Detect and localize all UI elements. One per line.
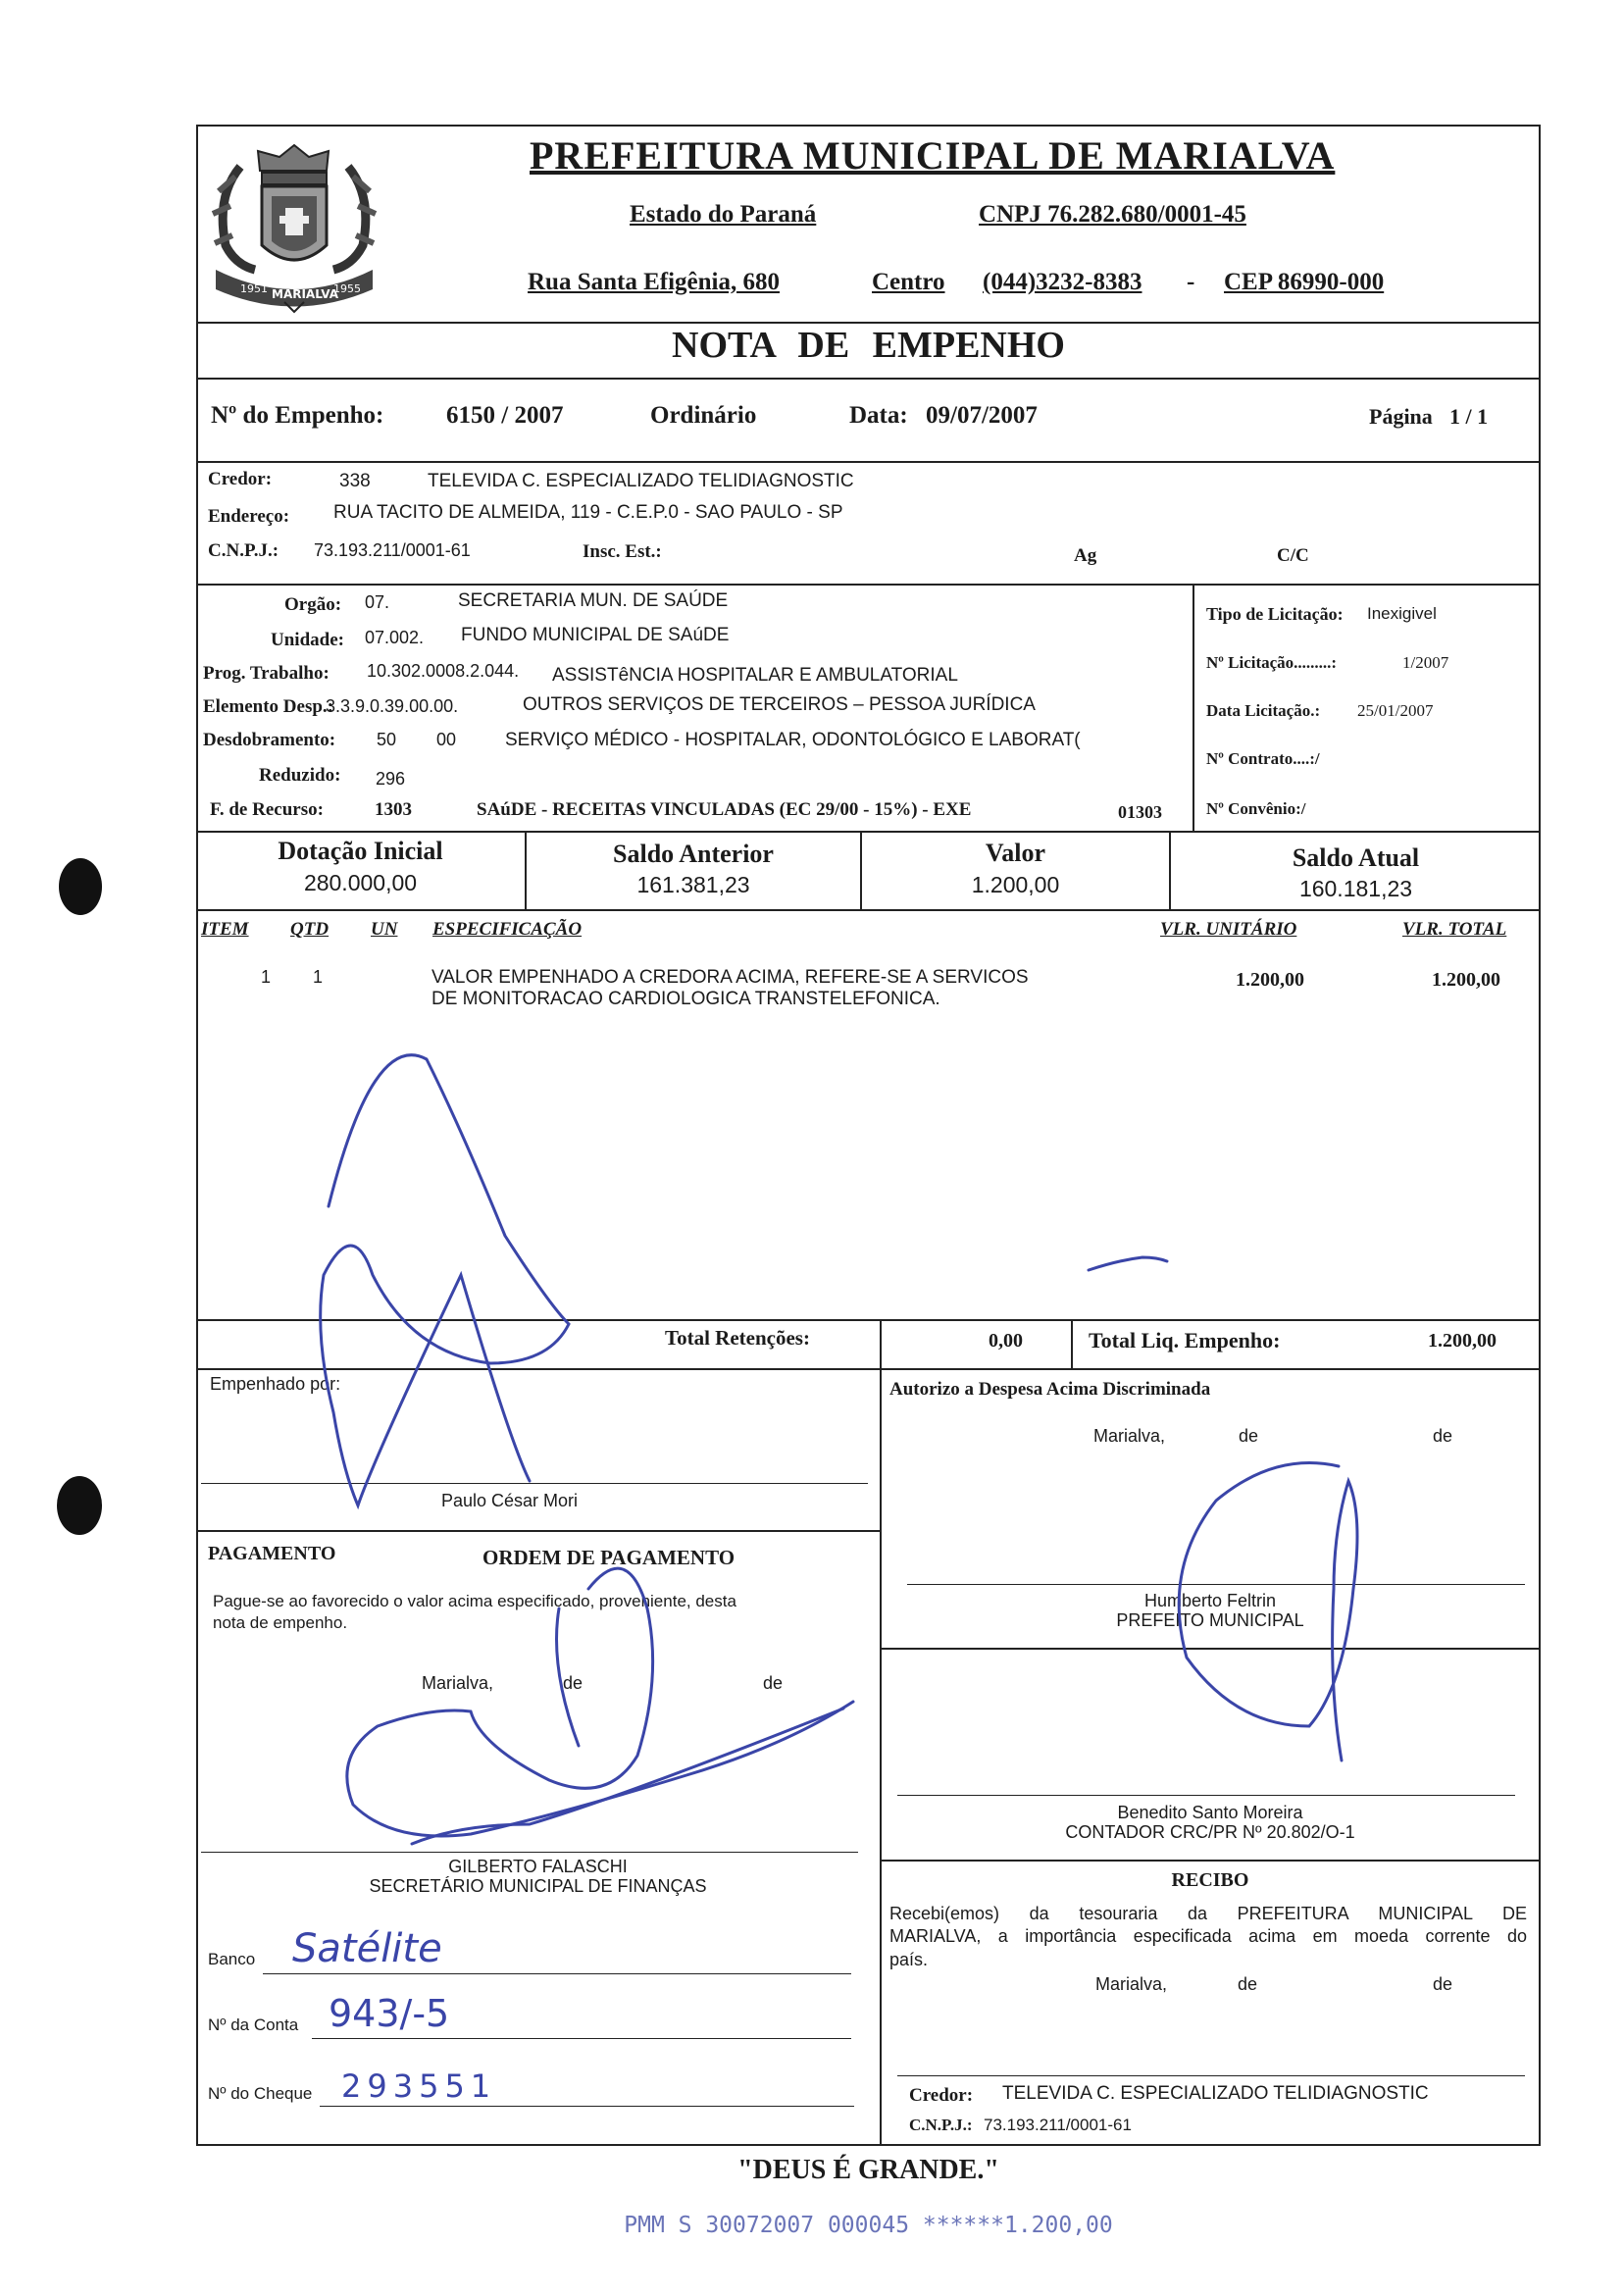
saldo-atual-label: Saldo Atual	[1292, 843, 1420, 872]
signature-line	[897, 1795, 1515, 1796]
licitacao-number-label: Nº Licitação.........:	[1206, 653, 1338, 672]
divider	[880, 1860, 1541, 1862]
conta-value: 943/-5	[329, 1992, 450, 2035]
pagamento-text-line2: nota de empenho.	[213, 1613, 348, 1632]
row-vtotal: 1.200,00	[1432, 969, 1500, 991]
saldo-atual-value: 160.181,23	[1298, 876, 1413, 901]
credor-address: RUA TACITO DE ALMEIDA, 119 - C.E.P.0 - SAO PAULO - SP	[333, 502, 843, 523]
col-item: ITEM	[201, 919, 249, 940]
divider	[196, 831, 1541, 833]
prefeito-role: PREFEITO MUNICIPAL	[1116, 1610, 1304, 1630]
empenho-number: 6150 / 2007	[446, 402, 564, 429]
signature-line	[201, 1483, 868, 1484]
divider	[196, 1530, 880, 1532]
empenho-date-label: Data:	[849, 402, 908, 429]
orgao-name: SECRETARIA MUN. DE SAÚDE	[458, 590, 729, 611]
header-address: Rua Santa Efigênia, 680	[528, 269, 780, 295]
cheque-value: 293551	[341, 2067, 497, 2105]
mechanical-stamp: PMM S 30072007 000045 ******1.200,00	[624, 2213, 1113, 2238]
credor-code: 338	[339, 471, 371, 491]
crest-year-left: 1951	[240, 282, 268, 295]
total-retencoes-value: 0,00	[989, 1330, 1023, 1352]
valor-value: 1.200,00	[971, 872, 1060, 897]
credor-cnpj-label: C.N.P.J.:	[208, 540, 279, 561]
contador-name: Benedito Santo Moreira	[1117, 1803, 1303, 1822]
dotacao-label: Dotação Inicial	[278, 837, 443, 865]
total-liquido-label: Total Liq. Empenho:	[1089, 1328, 1281, 1352]
recibo-text-line1: Recebi(emos) da tesouraria da PREFEITURA MUNICIPAL DE	[889, 1904, 1527, 1923]
total-liquido-value: 1.200,00	[1428, 1330, 1497, 1352]
unidade-label: Unidade:	[271, 630, 344, 650]
contrato-label: Nº Contrato....:/	[1206, 749, 1320, 768]
col-un: UN	[371, 919, 398, 940]
divider	[196, 1368, 1541, 1370]
convenio-label: Nº Convênio:/	[1206, 799, 1306, 818]
header-state: Estado do Paraná	[630, 201, 817, 228]
recibo-de2: de	[1433, 1974, 1453, 1994]
elemento-name: OUTROS SERVIÇOS DE TERCEIROS – PESSOA JURÍDICA	[523, 694, 1036, 715]
header-cnpj: CNPJ 76.282.680/0001-45	[979, 201, 1246, 228]
header-separator: -	[1187, 269, 1195, 295]
conta-line	[312, 2038, 851, 2039]
header-district: Centro	[872, 269, 945, 295]
dotacao-value: 280.000,00	[303, 870, 418, 895]
tipo-licitacao-label: Tipo de Licitação:	[1206, 604, 1344, 624]
document-title: NOTA DE EMPENHO	[672, 325, 1065, 366]
header-title: PREFEITURA MUNICIPAL DE MARIALVA	[530, 133, 1336, 178]
row-spec-line1: VALOR EMPENHADO A CREDORA ACIMA, REFERE-SE A SERVICOS	[431, 967, 1029, 988]
cc-label: C/C	[1277, 545, 1309, 566]
signature-line	[201, 1852, 858, 1853]
autorizo-de2: de	[1433, 1426, 1453, 1446]
licitacao-number: 1/2007	[1402, 653, 1449, 672]
row-spec-line2: DE MONITORACAO CARDIOLOGICA TRANSTELEFONICA.	[431, 989, 940, 1009]
binder-hole	[59, 858, 102, 915]
coat-of-arms-icon	[201, 137, 387, 314]
valor-label: Valor	[985, 839, 1046, 867]
pagamento-de1: de	[563, 1673, 584, 1693]
licitacao-date-label: Data Licitação.:	[1206, 701, 1321, 720]
crest-city: MARIALVA	[272, 287, 338, 301]
secretario-role: SECRETÁRIO MUNICIPAL DE FINANÇAS	[369, 1876, 707, 1896]
prefeito-name: Humberto Feltrin	[1143, 1591, 1277, 1610]
elemento-code: 3.3.9.0.39.00.00.	[326, 696, 459, 716]
unidade-name: FUNDO MUNICIPAL DE SAúDE	[461, 625, 730, 645]
signature-line	[897, 2075, 1525, 2076]
divider	[196, 1319, 1541, 1321]
total-retencoes-label: Total Retenções:	[665, 1326, 810, 1350]
header-phone: (044)3232-8383	[983, 269, 1142, 295]
desdobramento-code1: 50	[377, 730, 397, 749]
divider	[1071, 1319, 1073, 1368]
recibo-credor-label: Credor:	[909, 2085, 974, 2106]
secretario-name: GILBERTO FALASCHI	[448, 1857, 628, 1876]
row-qtd: 1	[313, 967, 324, 987]
autorizo-title: Autorizo a Despesa Acima Discriminada	[889, 1379, 1211, 1400]
recibo-title: RECIBO	[1171, 1869, 1249, 1891]
pagamento-text-line1: Pague-se ao favorecido o valor acima especificado, proveniente, desta	[213, 1592, 736, 1610]
col-spec: ESPECIFICAÇÃO	[432, 919, 583, 940]
empenhado-name: Paulo César Mori	[441, 1491, 579, 1510]
recibo-cnpj-label: C.N.P.J.:	[909, 2116, 973, 2134]
divider	[880, 1648, 1541, 1650]
empenho-number-label: Nº do Empenho:	[211, 402, 384, 429]
credor-name: TELEVIDA C. ESPECIALIZADO TELIDIAGNOSTIC	[428, 471, 854, 491]
contador-role: CONTADOR CRC/PR Nº 20.802/O-1	[1065, 1822, 1355, 1842]
ag-label: Ag	[1074, 545, 1097, 566]
divider	[196, 461, 1541, 463]
recibo-cnpj: 73.193.211/0001-61	[984, 2116, 1132, 2134]
desdobramento-name: SERVIÇO MÉDICO - HOSPITALAR, ODONTOLÓGICO E LABORAT(	[505, 730, 1081, 750]
saldo-anterior-value: 161.381,23	[636, 872, 750, 897]
pagamento-de2: de	[763, 1673, 784, 1693]
desdobramento-label: Desdobramento:	[203, 730, 336, 750]
tipo-licitacao: Inexigivel	[1367, 604, 1437, 623]
col-vtotal: VLR. TOTAL	[1402, 919, 1507, 940]
orgao-label: Orgão:	[284, 594, 342, 615]
desdobramento-code2: 00	[436, 730, 457, 749]
col-vunit: VLR. UNITÁRIO	[1160, 919, 1297, 940]
binder-hole	[57, 1476, 102, 1535]
row-item: 1	[261, 967, 272, 987]
cheque-label: Nº do Cheque	[208, 2084, 313, 2103]
empenhado-label: Empenhado por:	[210, 1374, 341, 1394]
credor-label: Credor:	[208, 469, 273, 489]
cheque-line	[320, 2106, 854, 2107]
recurso-code: 1303	[375, 799, 412, 820]
elemento-label: Elemento Desp.:	[203, 696, 333, 717]
page-number: 1 / 1	[1449, 404, 1489, 429]
recibo-de1: de	[1238, 1974, 1258, 1994]
recurso-name: SAúDE - RECEITAS VINCULADAS (EC 29/00 - 15%) - EXE	[477, 799, 972, 820]
recibo-city: Marialva,	[1095, 1974, 1168, 1994]
header-cep: CEP 86990-000	[1224, 269, 1385, 295]
crest-year-right: 1955	[333, 282, 361, 295]
prog-name: ASSISTêNCIA HOSPITALAR E AMBULATORIAL	[552, 665, 958, 686]
table-row	[196, 963, 1541, 1022]
recibo-text-line2: MARIALVA, a importância especificada acima em moeda corrente do	[889, 1926, 1527, 1946]
credor-cnpj: 73.193.211/0001-61	[314, 540, 471, 560]
empenho-type: Ordinário	[650, 402, 757, 429]
licitacao-date: 25/01/2007	[1357, 701, 1434, 720]
reduzido-label: Reduzido:	[259, 765, 341, 786]
saldo-anterior-label: Saldo Anterior	[613, 840, 774, 868]
banco-value: Satélite	[292, 1926, 442, 1971]
divider	[880, 1319, 882, 1368]
reduzido-value: 296	[376, 769, 406, 789]
address-label: Endereço:	[208, 506, 290, 527]
orgao-code: 07.	[365, 592, 390, 612]
banco-line	[263, 1973, 851, 1974]
signature-line	[907, 1584, 1525, 1585]
divider	[880, 1368, 882, 2146]
prog-code: 10.302.0008.2.044.	[367, 661, 520, 681]
recibo-text-line3: país.	[889, 1950, 929, 1969]
ordem-pagamento-title: ORDEM DE PAGAMENTO	[482, 1546, 736, 1569]
recurso-code2: 01303	[1118, 802, 1162, 822]
empenho-date: 09/07/2007	[926, 402, 1038, 429]
motto: "DEUS É GRANDE."	[737, 2155, 999, 2185]
conta-label: Nº da Conta	[208, 2015, 299, 2034]
pagamento-label: PAGAMENTO	[208, 1543, 336, 1564]
autorizo-city: Marialva,	[1093, 1426, 1166, 1446]
recibo-credor: TELEVIDA C. ESPECIALIZADO TELIDIAGNOSTIC	[1002, 2083, 1429, 2104]
banco-label: Banco	[208, 1950, 256, 1968]
insc-est-label: Insc. Est.:	[583, 541, 662, 562]
pagamento-city: Marialva,	[422, 1673, 494, 1693]
col-qtd: QTD	[290, 919, 330, 940]
prog-label: Prog. Trabalho:	[203, 663, 330, 684]
page-label: Página	[1369, 404, 1433, 429]
divider	[196, 584, 1541, 586]
unidade-code: 07.002.	[365, 628, 425, 647]
divider	[196, 909, 1541, 911]
recurso-label: F. de Recurso:	[210, 799, 324, 820]
divider	[196, 378, 1541, 380]
autorizo-de1: de	[1239, 1426, 1259, 1446]
row-vunit: 1.200,00	[1236, 969, 1304, 991]
divider	[1193, 584, 1194, 831]
